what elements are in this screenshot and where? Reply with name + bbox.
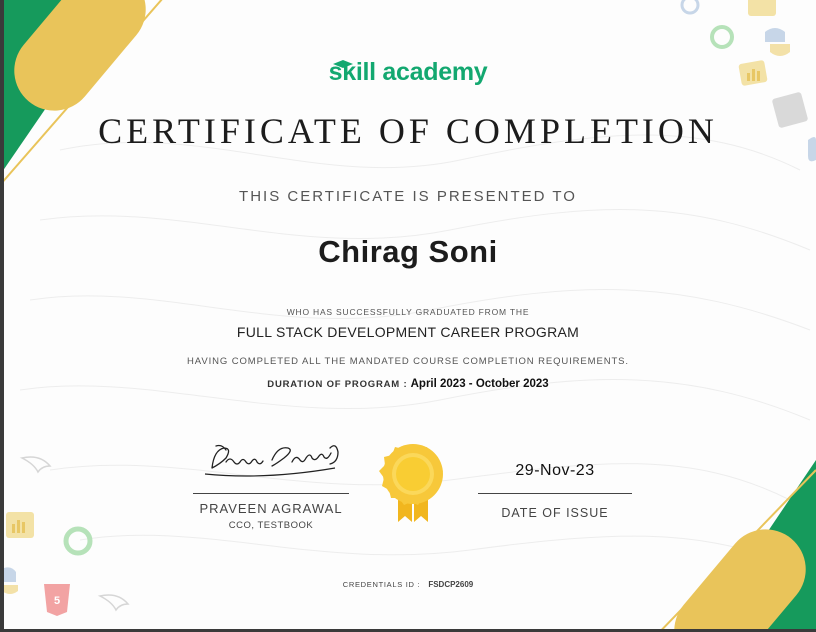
mysql-dolphin-icon — [22, 457, 50, 472]
chart-icon — [6, 512, 34, 538]
date-line — [478, 493, 632, 494]
credentials — [0, 580, 816, 589]
presented-to-label: THIS CERTIFICATE IS PRESENTED TO — [239, 188, 577, 205]
program-name: FULL STACK DEVELOPMENT CAREER PROGRAM — [236, 324, 580, 340]
brand-logo: skill academy — [328, 58, 488, 86]
credentials-id: FSDCP2609 — [428, 580, 474, 589]
award-badge-icon — [379, 444, 443, 522]
signatory-name: PRAVEEN AGRAWAL — [199, 501, 343, 516]
issue-date-label: DATE OF ISSUE — [501, 506, 609, 520]
ring-icon — [66, 529, 90, 553]
issue-date: 29-Nov-23 — [515, 462, 595, 479]
signature-line — [193, 493, 349, 494]
python-icon — [765, 28, 790, 56]
svg-text:5: 5 — [53, 595, 61, 607]
ring-icon — [712, 27, 732, 47]
duration — [0, 378, 816, 390]
chart-icon — [748, 0, 776, 16]
requirements-text: HAVING COMPLETED ALL THE MANDATED COURSE COMPLETION REQUIREMENTS. — [187, 356, 629, 367]
credentials-label: CREDENTIALS ID : — [342, 580, 421, 589]
duration-label: DURATION OF PROGRAM : — [267, 379, 408, 390]
certificate-title: CERTIFICATE OF COMPLETION — [98, 111, 718, 151]
bottom-right-corner — [650, 460, 816, 632]
duration-value: April 2023 - October 2023 — [410, 378, 549, 390]
graduated-label: WHO HAS SUCCESSFULLY GRADUATED FROM THE — [286, 307, 530, 317]
ring-icon — [682, 0, 698, 13]
mysql-dolphin-icon — [100, 595, 128, 610]
signatory-title: CCO, TESTBOOK — [228, 520, 314, 531]
signature — [205, 446, 338, 477]
recipient-name: Chirag Soni — [318, 234, 498, 269]
top-left-corner — [0, 0, 170, 185]
